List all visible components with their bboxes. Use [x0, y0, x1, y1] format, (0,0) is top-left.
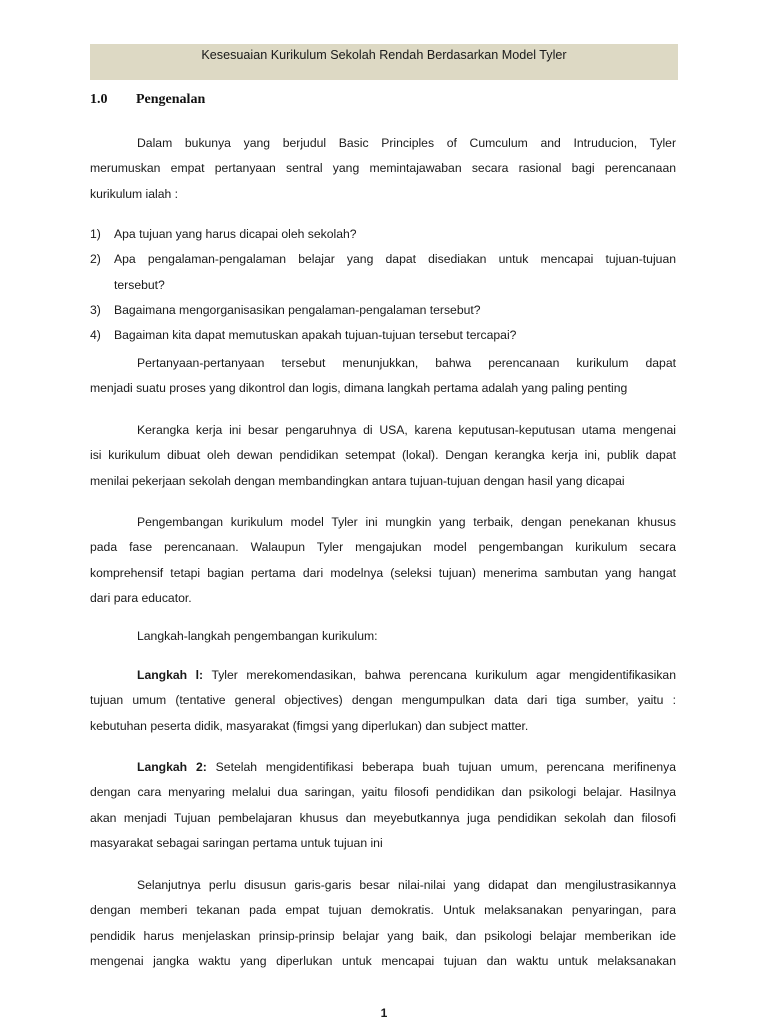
text-run: Setelah mengidentifikasi beberapa buah tujuan umum, perencana merifinenya [206, 760, 676, 774]
header-band [90, 44, 678, 80]
intro-paragraph [90, 131, 676, 207]
text-line: tujuan umum (tentative general objectives) dengan mengumpulkan data dari tiga sumber, yaitu : [90, 693, 676, 708]
text-line: dengan memberi tekanan pada empat tujuan demokratis. Untuk melaksanakan penyaringan, para [90, 903, 676, 918]
questions-paragraph [90, 351, 676, 402]
section-heading [90, 92, 205, 108]
text-line [90, 755, 676, 780]
text-line: pendidik harus menjelaskan prinsip-prinsip belajar yang baik, dan psikologi belajar memberikan ide [90, 928, 676, 943]
text-line: Pengembangan kurikulum model Tyler ini mungkin yang terbaik, dengan penekanan khusus [137, 515, 676, 529]
step-label: Langkah 2: [137, 760, 207, 774]
list-item [90, 247, 676, 298]
text-line: menjadi suatu proses yang dikontrol dan logis, dimana langkah pertama adalah yang paling penting [90, 381, 628, 396]
text-line [90, 663, 676, 688]
text-line: akan menjadi Tujuan pembelajaran khusus dan meyebutkannya juga pendidikan sekolah dan filosofi [90, 810, 676, 825]
text-line: merumuskan empat pertanyaan sentral yang memintajawaban secara rasional bagi perencanaan [90, 161, 676, 176]
section-number: 1.0 [90, 92, 108, 107]
text-line: masyarakat sebagai saringan pertama untuk tujuan ini [90, 835, 383, 850]
list-number: 4) [90, 328, 101, 343]
next-paragraph [90, 873, 676, 974]
document-title: Kesesuaian Kurikulum Sekolah Rendah Berdasarkan Model Tyler [201, 48, 567, 62]
text-line: Dalam bukunya yang berjudul Basic Principles of Cumculum and Intruducion, Tyler [137, 136, 676, 150]
text-line: Selanjutnya perlu disusun garis-garis besar nilai-nilai yang didapat dan mengilustrasikannya [137, 878, 676, 892]
text-line: isi kurikulum dibuat oleh dewan pendidikan setempat (lokal). Dengan kerangka kerja ini, publik dapat [90, 448, 676, 463]
list-number: 1) [90, 227, 101, 241]
text-line: Kerangka kerja ini besar pengaruhnya di USA, karena keputusan-keputusan utama mengenai [137, 423, 676, 437]
section-title: Pengenalan [136, 92, 206, 107]
list-item [90, 323, 676, 348]
text-run: Tyler merekomendasikan, bahwa perencana kurikulum agar mengidentifikasikan [203, 668, 676, 682]
text-line: pada fase perencanaan. Walaupun Tyler mengajukan model pengembangan kurikulum secara [90, 540, 676, 555]
list-item [90, 298, 676, 323]
list-item [90, 222, 676, 247]
framework-paragraph [90, 418, 676, 494]
text-line: Bagaimana mengorganisasikan pengalaman-pengalaman tersebut? [114, 302, 481, 317]
text-line: menilai pekerjaan sekolah dengan membandingkan antara tujuan-tujuan dengan hasil yang dicapai [90, 473, 625, 488]
questions-list [90, 222, 676, 348]
steps-heading [90, 624, 676, 649]
text-line: Langkah-langkah pengembangan kurikulum: [137, 629, 378, 643]
text-line: Apa tujuan yang harus dicapai oleh sekolah? [114, 227, 357, 241]
step-1-paragraph [90, 663, 676, 739]
text-line: komprehensif tetapi bagian pertama dari modelnya (seleksi tujuan) menerima sambutan yang hangat [90, 565, 676, 580]
text-line: Bagaiman kita dapat memutuskan apakah tujuan-tujuan tersebut tercapai? [114, 328, 517, 343]
step-2-paragraph [90, 755, 676, 856]
list-number: 2) [90, 252, 101, 267]
text-line: tersebut? [114, 277, 165, 292]
text-line: kurikulum ialah : [90, 186, 179, 201]
text-line: mengenai jangka waktu yang diperlukan untuk mencapai tujuan dan waktu untuk melaksanakan [90, 953, 676, 968]
text-line: dengan cara menyaring melalui dua saringan, yaitu filosofi pendidikan dan psikologi belajar. Hasilnya [90, 785, 676, 800]
text-line: dari para educator. [90, 590, 192, 605]
development-paragraph [90, 510, 676, 611]
text-line: Pertanyaan-pertanyaan tersebut menunjukkan, bahwa perencanaan kurikulum dapat [137, 356, 676, 370]
list-number: 3) [90, 302, 101, 317]
step-label: Langkah l: [137, 668, 204, 682]
text-line: kebutuhan peserta didik, masyarakat (fimgsi yang diperlukan) dan subject matter. [90, 718, 529, 733]
text-line: Apa pengalaman-pengalaman belajar yang dapat disediakan untuk mencapai tujuan-tujuan [114, 252, 676, 267]
page-number: 1 [380, 1006, 388, 1020]
